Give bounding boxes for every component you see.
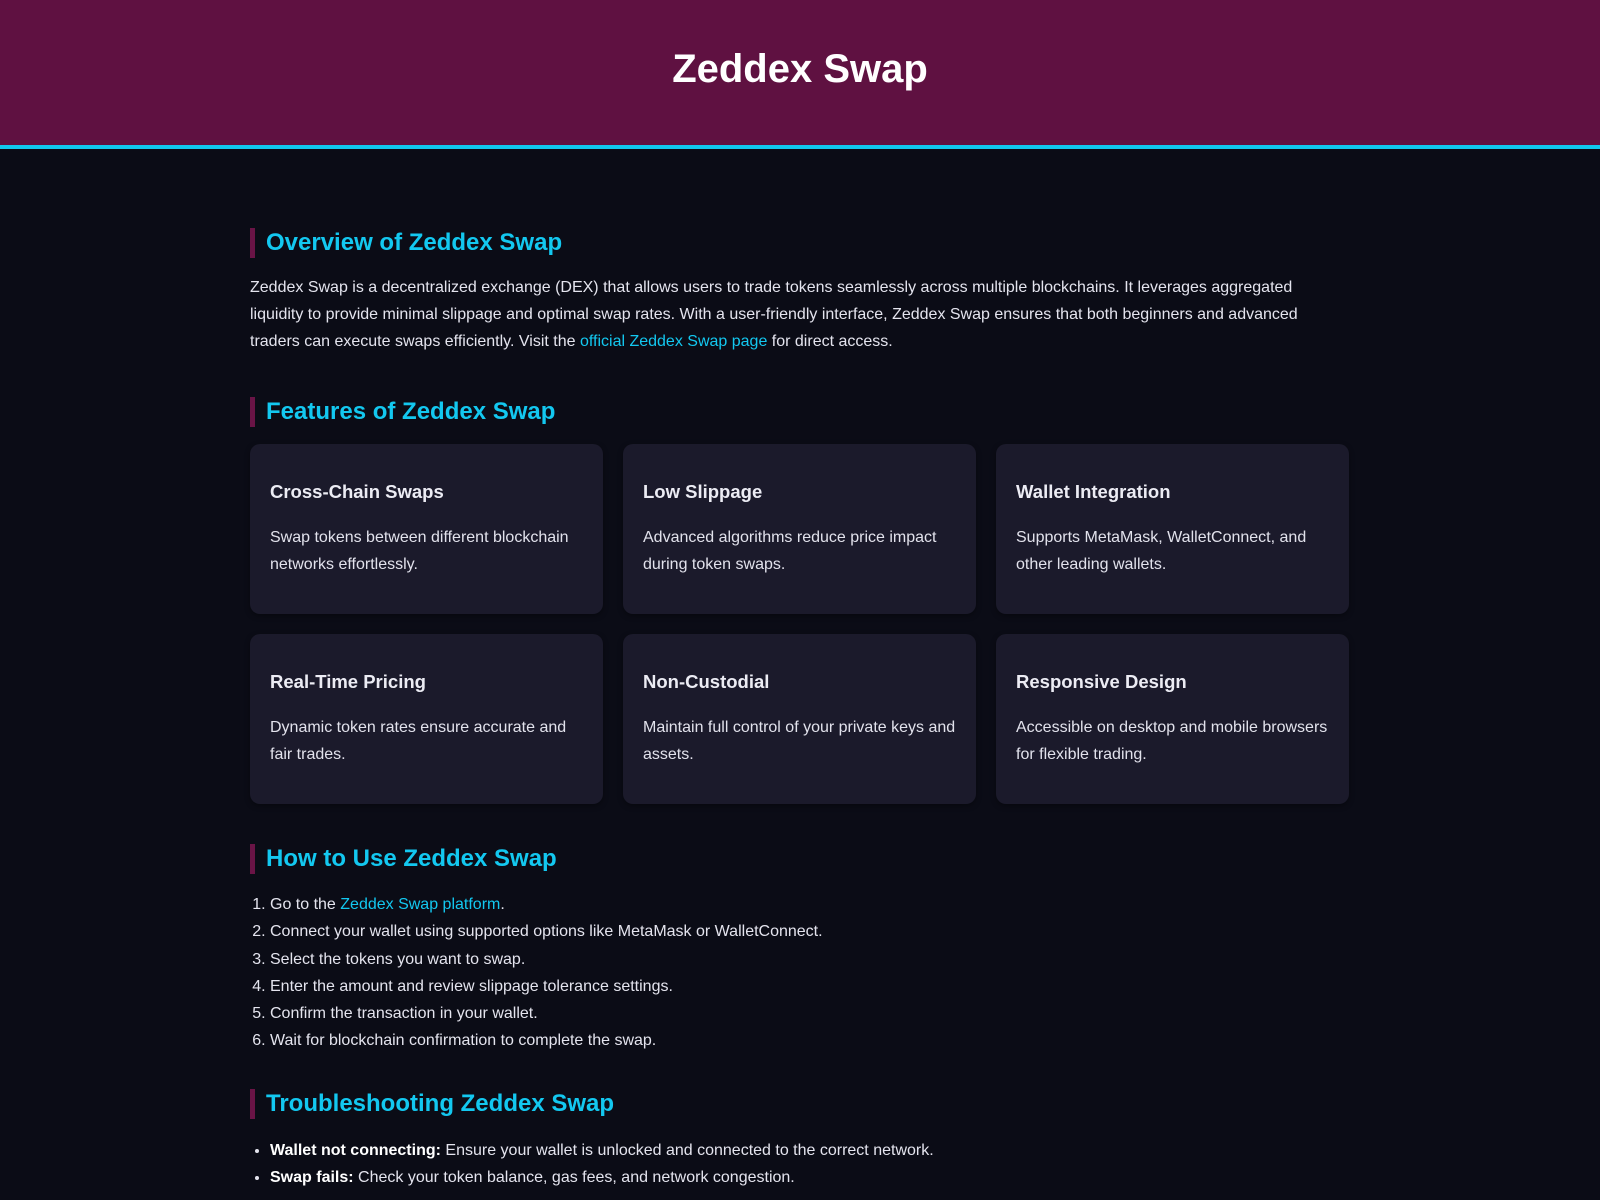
feature-title: Responsive Design — [1016, 671, 1187, 692]
troubleshooting-heading: Troubleshooting Zeddex Swap — [250, 1089, 1350, 1119]
feature-card-real-time-pricing — [250, 634, 603, 804]
step1-text-after: . — [500, 896, 505, 913]
site-header — [0, 0, 1600, 149]
feature-card-wallet-integration — [996, 444, 1349, 614]
overview-heading: Overview of Zeddex Swap — [250, 228, 1350, 258]
step-item — [270, 891, 1350, 918]
steps-list — [250, 891, 1350, 1055]
issue-label: Wallet not connecting: — [270, 1141, 441, 1159]
features-section — [250, 397, 1350, 804]
overview-text-before: Zeddex Swap is a decentralized exchange (DEX) that allows users to trade tokens seamlessly across multiple blockchains. It leverages aggregated liquidity to provide minimal slippage and optimal swap rates. With a user-friendly interface, Zeddex Swap ensures that both beginners and advanced traders can execute swaps efficiently. Visit the — [250, 279, 1298, 350]
feature-desc: Advanced algorithms reduce price impact during token swaps. — [643, 529, 937, 573]
overview-section — [250, 228, 1350, 355]
step-item: 4. Enter the amount and review slippage tolerance settings. — [270, 973, 1350, 1000]
feature-desc: Dynamic token rates ensure accurate and fair trades. — [270, 719, 567, 763]
main-content — [250, 226, 1350, 1192]
troubleshooting-section — [250, 1089, 1350, 1192]
issue-label: Swap fails: — [270, 1169, 354, 1187]
feature-card-cross-chain — [250, 444, 603, 614]
feature-card-responsive-design — [996, 634, 1349, 804]
site-title: Zeddex Swap — [672, 47, 928, 91]
feature-card-non-custodial — [623, 634, 976, 804]
features-heading: Features of Zeddex Swap — [250, 397, 1350, 427]
platform-link[interactable]: Zeddex Swap platform — [340, 896, 501, 913]
step-item: 6. Wait for blockchain confirmation to complete the swap. — [270, 1027, 1350, 1054]
official-page-link[interactable]: official Zeddex Swap page — [579, 333, 768, 350]
issue-item — [270, 1164, 1350, 1192]
feature-title: Non-Custodial — [643, 671, 770, 692]
feature-desc: Supports MetaMask, WalletConnect, and other leading wallets. — [1016, 529, 1307, 573]
feature-title: Wallet Integration — [1016, 481, 1171, 502]
step-item: 2. Connect your wallet using supported options like MetaMask or WalletConnect. — [270, 918, 1350, 945]
feature-desc: Accessible on desktop and mobile browsers for flexible trading. — [1016, 719, 1328, 763]
overview-paragraph — [250, 274, 1330, 355]
howto-section — [250, 844, 1350, 1055]
feature-desc: Swap tokens between different blockchain networks effortlessly. — [270, 529, 569, 573]
issue-text: Check your token balance, gas fees, and network congestion. — [353, 1169, 795, 1187]
issue-item — [270, 1137, 1350, 1165]
issue-text: Ensure your wallet is unlocked and connected to the correct network. — [440, 1141, 934, 1159]
step-item: 3. Select the tokens you want to swap. — [270, 946, 1350, 973]
issues-list — [250, 1137, 1350, 1192]
howto-heading: How to Use Zeddex Swap — [250, 844, 1350, 874]
feature-card-low-slippage — [623, 444, 976, 614]
feature-title: Cross-Chain Swaps — [270, 481, 444, 502]
overview-text-after: for direct access. — [767, 333, 893, 350]
step1-text-before: Go to the — [270, 896, 341, 913]
feature-title: Low Slippage — [643, 481, 763, 502]
feature-title: Real-Time Pricing — [270, 671, 426, 692]
step-item: 5. Confirm the transaction in your wallet. — [270, 1000, 1350, 1027]
feature-desc: Maintain full control of your private keys and assets. — [643, 719, 956, 763]
features-grid — [250, 444, 1350, 804]
